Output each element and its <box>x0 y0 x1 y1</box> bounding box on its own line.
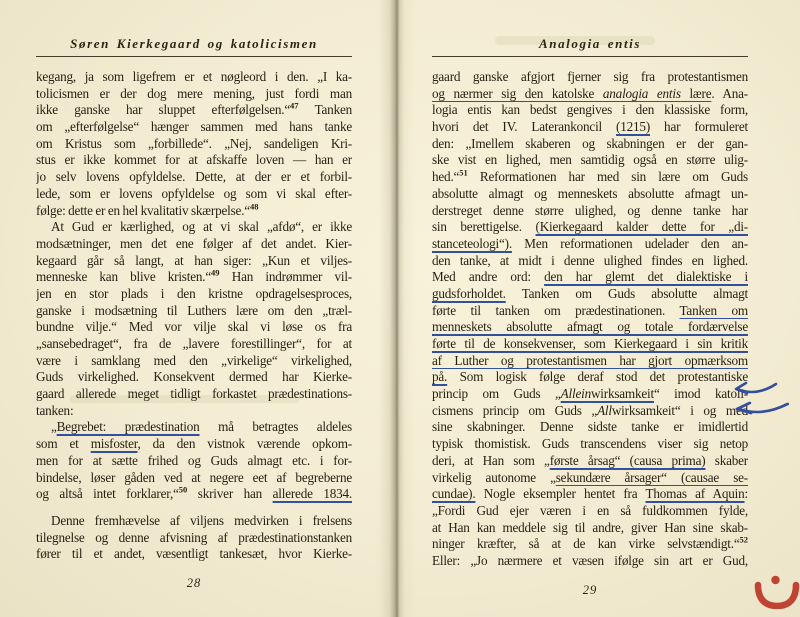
text-segment: sekundære årsager“ (causae se- <box>555 469 748 485</box>
text-segment: . Ana- <box>711 85 748 101</box>
text-line <box>36 169 352 186</box>
text-line <box>432 353 748 370</box>
text-line <box>36 436 352 453</box>
text-segment: Guds virkelighed. Konsekvent dermed har Kierke- <box>36 369 352 385</box>
text-segment: den: „Imellem skaberen og skabningen er der gan- <box>432 135 748 151</box>
text-line <box>36 470 352 487</box>
text-segment: Reformationen har med sin lære om Guds <box>467 169 748 185</box>
text-segment: sin berettigelse. <box>432 219 536 235</box>
text-segment: deri, at Han som „ <box>432 452 550 468</box>
text-segment: skriver han <box>187 486 273 502</box>
text-line <box>432 436 748 453</box>
text-segment: som et <box>36 436 91 452</box>
text-segment: på. <box>432 369 448 385</box>
text-line <box>432 219 748 236</box>
text-segment: typisk thomistisk. Guds transcendens viser sig netop <box>432 436 748 452</box>
text-segment: Allein <box>560 386 591 402</box>
text-line <box>36 253 352 270</box>
text-line <box>432 102 748 119</box>
page-header <box>432 36 748 57</box>
text-line <box>432 536 748 553</box>
text-segment: Tanken om Guds absolutte almagt <box>505 285 748 301</box>
text-segment: førte til tanken om prædestinationen. <box>432 302 680 318</box>
page-body <box>36 69 352 563</box>
text-line <box>432 136 748 153</box>
text-line <box>36 203 352 220</box>
text-line <box>432 453 748 470</box>
margin-arrow-icon <box>732 381 778 402</box>
text-segment: (1215) <box>616 119 651 135</box>
text-segment: kegaard går så langt, at han siger: „Kun et viljes- <box>36 252 352 268</box>
text-segment: fører til et andet, væsentligt tankesæt, hvor Kierke- <box>36 546 352 562</box>
page-right <box>432 36 748 598</box>
text-segment: gaard ganske afgjort fjerner sig fra protestantismen <box>432 69 748 84</box>
text-segment: har formuleret <box>650 119 748 135</box>
text-segment: følge: dette er en hel kvalitativ skærpelse.“ <box>36 202 250 218</box>
text-segment: om Kristus som „forbillede“. „Nej, sandeligen Kri- <box>36 135 352 151</box>
text-segment: derstreget denne større ulighed, og denne tanke har <box>432 202 748 218</box>
margin-arrow-icon <box>732 401 790 422</box>
header-rule <box>432 56 748 57</box>
text-line <box>36 152 352 169</box>
text-segment: menneske kan blive kristen.“ <box>36 269 211 285</box>
text-line <box>36 119 352 136</box>
text-line <box>432 486 748 503</box>
text-line <box>432 286 748 303</box>
text-segment: være i samklang med den „virkelige“ virkelighed, <box>36 352 352 368</box>
text-segment: All <box>597 402 612 418</box>
text-line <box>432 520 748 537</box>
text-line <box>432 169 748 186</box>
text-line <box>432 86 748 103</box>
text-segment: ganske i modsætning til Luthers lære om den „træl- <box>36 302 352 318</box>
page-header <box>36 36 352 57</box>
text-segment: logia entis kan bedst gengives i den klassiske form, <box>432 102 748 118</box>
text-line <box>36 236 352 253</box>
text-segment: hvori det IV. Laterankoncil <box>432 119 617 135</box>
text-segment: førte til de konsekvenser, som Kierkegaard i sin kritik <box>432 336 748 351</box>
text-segment: 48 <box>249 202 259 212</box>
text-line <box>36 286 352 303</box>
text-segment: : <box>744 486 748 502</box>
text-line <box>36 369 352 386</box>
text-segment: jen en stor plads i den kristne opdragelsesproces, <box>36 285 352 301</box>
text-segment: lære <box>680 85 712 101</box>
page-number: 29 <box>582 582 598 597</box>
text-segment: virkelig autonome „ <box>432 469 556 485</box>
text-segment: „sansebedraget“, fra de „lavere forestillinger“, for at <box>36 336 352 351</box>
text-line <box>36 186 352 203</box>
text-line <box>36 453 352 470</box>
text-segment: wirksamkeit“ i og med <box>611 402 748 418</box>
text-segment: tilegnelse og denne afvisning af prædestinationstanken <box>36 529 352 545</box>
text-segment: Thomas af Aquin <box>645 486 745 502</box>
text-segment: princip om Guds „ <box>432 386 561 402</box>
text-segment: tolicismen er der dog mere mening, just fordi man <box>36 85 352 101</box>
text-segment: Begrebet: prædestination <box>56 419 200 435</box>
text-line <box>432 369 748 386</box>
running-header: Analogia entis <box>538 36 642 51</box>
text-segment: tanken: <box>36 402 74 418</box>
text-segment: hed.“ <box>432 169 460 185</box>
text-segment: “ imod katoli- <box>653 386 748 402</box>
text-segment: og nærmer sig den katolske <box>432 85 603 101</box>
text-segment: wirksamkeit <box>590 386 654 402</box>
text-segment: og altså intet forklarer,“ <box>36 486 179 502</box>
text-segment: Tanken om <box>679 302 748 318</box>
text-line <box>432 403 748 420</box>
page-number: 28 <box>186 575 202 590</box>
text-line <box>36 102 352 119</box>
text-segment: sine skabninger. Denne sidste tanke er imidlertid <box>432 419 748 435</box>
text-line <box>432 336 748 353</box>
page-left <box>36 36 352 591</box>
text-segment: , da den vistnok værende opkom- <box>137 436 352 452</box>
text-line <box>432 470 748 487</box>
text-line <box>432 386 748 403</box>
text-line <box>432 303 748 320</box>
text-segment: cundae). <box>432 486 476 502</box>
text-line <box>36 386 352 403</box>
text-segment: jo selv lovens opfyldelse. Dette, at der er et forbil- <box>36 169 352 185</box>
text-line <box>36 319 352 336</box>
text-line <box>432 269 748 286</box>
text-line <box>36 219 352 236</box>
text-segment: allerede 1834. <box>272 486 352 502</box>
text-line <box>432 253 748 270</box>
text-segment: ninger kræfter, så at de kan virke selvstændigt.“ <box>432 536 740 552</box>
text-line <box>36 269 352 286</box>
text-segment: at Han kan meddele sig til andre, giver Han sine skab- <box>432 519 748 535</box>
text-line <box>36 303 352 320</box>
text-segment: bindelse, løser gåden ved at negere eet af begreberne <box>36 469 352 485</box>
text-line <box>36 69 352 86</box>
text-segment: gudsforholdet. <box>432 285 506 301</box>
text-segment: om „efterfølgelse“ hænger sammen med hans tanke <box>36 119 352 135</box>
text-segment: ske vist en lighed, men samtidig også en større ulig- <box>432 152 748 168</box>
text-line <box>36 513 352 530</box>
text-segment: den har glemt det dialektiske i <box>544 269 748 285</box>
text-segment: analogia entis <box>602 85 681 101</box>
text-segment: 52 <box>739 536 748 545</box>
text-segment: „Fordi Gud ejer væren i en så fuldkommen fylde, <box>432 502 748 518</box>
text-segment: ikke ganske har sluppet efterfølgelsen.“ <box>36 102 290 118</box>
text-segment: Som logisk følge deraf stod det protestantiske <box>447 369 748 385</box>
text-segment: stanceteologi“). <box>432 235 512 251</box>
text-line <box>36 546 352 563</box>
text-segment: Tanken <box>298 102 352 118</box>
text-segment: 49 <box>211 269 220 278</box>
text-line <box>432 186 748 203</box>
text-segment: bundne vilje.“ Med vor vilje skal vi løse os fra <box>36 319 352 335</box>
text-line <box>36 353 352 370</box>
binding-gutter-shadow <box>378 0 422 617</box>
text-segment: må betragtes aldeles <box>199 419 352 435</box>
text-segment: skaber <box>705 452 748 468</box>
text-line <box>432 119 748 136</box>
text-segment: men for at sætte frihed og Guds almagt etc. i for- <box>36 452 352 468</box>
text-segment: Med andre ord: <box>432 269 545 285</box>
text-segment: Nogle eksempler hentet fra <box>475 486 646 502</box>
text-segment: den tanke, at midt i denne ulighed findes en lighed. <box>432 252 748 268</box>
text-segment: lede, som er lovens opfyldelse og som vi skal efter- <box>36 185 352 201</box>
text-line <box>36 336 352 353</box>
text-segment: At Gud er kærlighed, og at vi skal „afdø“, er ikke <box>51 219 352 235</box>
text-line <box>36 86 352 103</box>
page-body <box>432 69 748 570</box>
text-line <box>36 486 352 503</box>
text-segment: cismens princip om Guds „ <box>432 402 598 418</box>
text-line <box>432 69 748 86</box>
text-line <box>36 136 352 153</box>
text-line <box>36 403 352 420</box>
text-line <box>36 419 352 436</box>
text-segment: 51 <box>459 169 468 178</box>
text-segment: Han indrømmer vil- <box>219 269 352 285</box>
red-noon-stamp-icon <box>754 575 800 614</box>
text-segment: misfoster <box>90 436 138 452</box>
text-segment: kegang, ja som ligefrem er et nøgleord i den. „I ka- <box>36 69 352 84</box>
text-segment: „ <box>51 419 57 435</box>
text-segment: (Kierkegaard kalder dette for „di- <box>535 219 748 235</box>
text-segment: af Luther og protestantismen har gjort opmærksom <box>432 352 748 368</box>
text-segment: 47 <box>290 102 299 111</box>
text-line <box>432 419 748 436</box>
text-line <box>432 503 748 520</box>
text-segment: menneskets absolutte afmagt og totale fordærvelse <box>432 319 748 335</box>
text-line <box>432 152 748 169</box>
text-segment: modsætninger, men det ene følger af det andet. Kier- <box>36 235 352 251</box>
text-segment: Men reformationen udelader den an- <box>511 235 748 251</box>
text-segment: stus er ikke kommet for at afskaffe loven — han er <box>36 152 352 168</box>
text-line <box>36 530 352 547</box>
text-line <box>432 236 748 253</box>
running-header: Søren Kierkegaard og katolicismen <box>70 36 318 51</box>
text-segment: 50 <box>178 486 188 495</box>
text-segment: første årsag“ (causa prima) <box>549 452 706 468</box>
text-segment: gaard allerede meget tidligt forkastet prædestinations- <box>36 386 352 402</box>
text-line <box>432 553 748 570</box>
text-line <box>432 319 748 336</box>
text-segment: absolutte almagt og menneskets absolutte afmagt un- <box>432 185 748 201</box>
header-rule <box>36 56 352 57</box>
text-segment: Eller: „Jo nærmere et væsen ifølge sin art er Gud, <box>432 552 748 568</box>
text-line <box>432 203 748 220</box>
text-segment: Denne fremhævelse af viljens medvirken i frelsens <box>51 512 352 528</box>
